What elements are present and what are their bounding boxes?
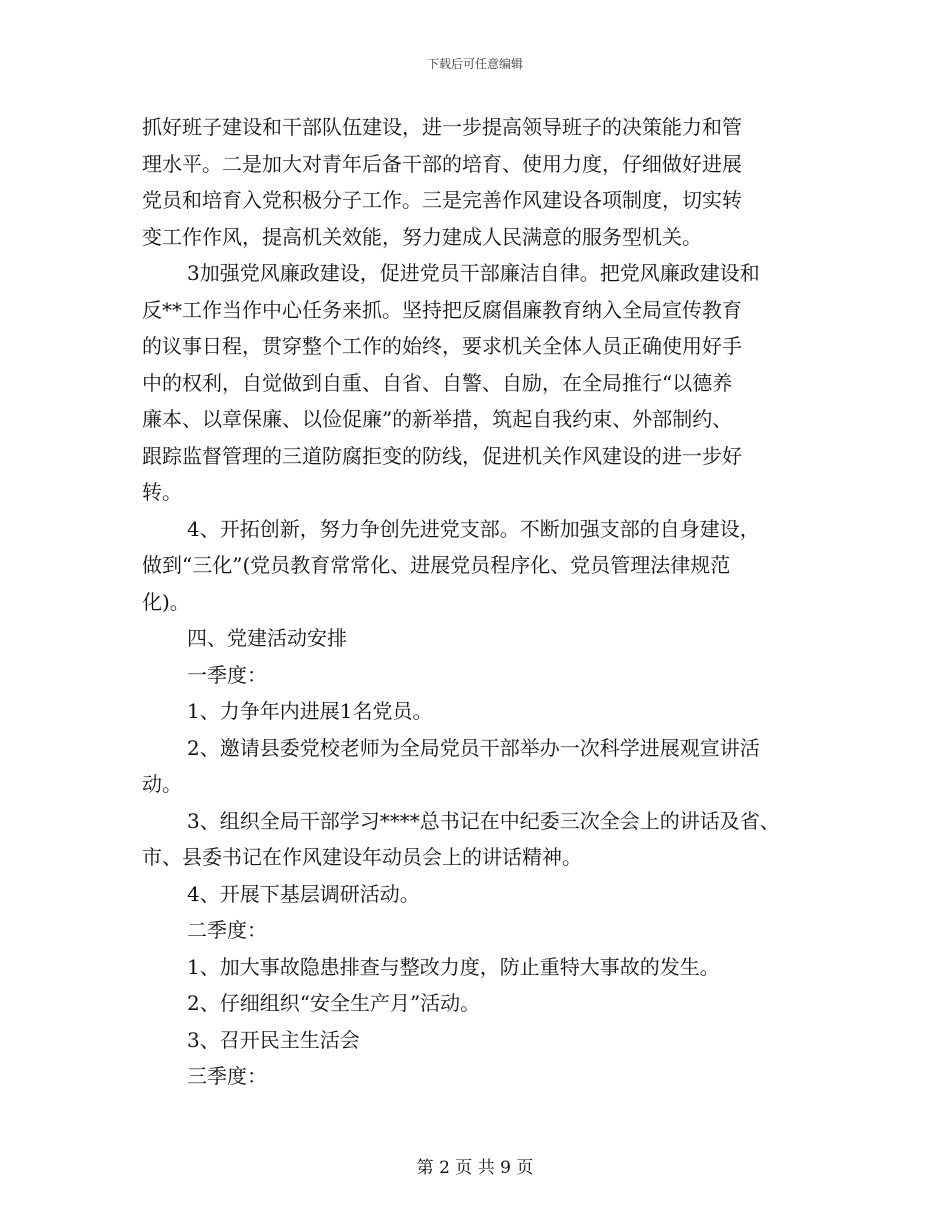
text-line: 二季度： xyxy=(187,918,267,942)
text-line: 动。 xyxy=(142,772,182,796)
text-line: 三季度： xyxy=(187,1064,267,1088)
text-line: 抓好班子建设和干部队伍建设，进一步提高领导班子的决策能力和管 xyxy=(142,115,742,139)
text-line: 4、开展下基层调研活动。 xyxy=(187,881,420,906)
text-line: 1、加大事故隐患排查与整改力度，防止重特大事故的发生。 xyxy=(187,954,720,979)
text-line: 四、党建活动安排 xyxy=(187,626,347,650)
text-line: 一季度： xyxy=(187,662,267,687)
text-line: 反**工作当作中心任务来抓。坚持把反腐倡廉教育纳入全局宣传教育 xyxy=(142,297,742,322)
text-line: 中的权利，自觉做到自重、自省、自警、自励，在全局推行“以德养 xyxy=(142,370,733,395)
text-line: 2、仔细组织“安全生产月”活动。 xyxy=(187,991,481,1015)
text-line: 做到“三化”(党员教育常常化、进展党员程序化、党员管理法律规范 xyxy=(142,553,731,577)
text-line: 2、邀请县委党校老师为全局党员干部举办一次科学进展观宣讲活 xyxy=(187,735,760,760)
text-line: 化)。 xyxy=(142,589,190,614)
document-body xyxy=(142,109,842,1095)
text-line: 的议事日程，贯穿整个工作的始终，要求机关全体人员正确使用好手 xyxy=(142,334,742,358)
text-line: 变工作作风，提高机关效能，努力建成人民满意的服务型机关。 xyxy=(142,224,702,249)
page-header: 下载后可任意编辑 xyxy=(426,57,523,71)
page-footer: 第 2 页 共 9 页 xyxy=(416,1158,534,1178)
text-line: 3、召开民主生活会 xyxy=(187,1027,360,1052)
text-line: 3、组织全局干部学习****总书记在中纪委三次全会上的讲话及省、 xyxy=(187,808,780,833)
text-line: 廉本、以章保廉、以俭促廉”的新举措，筑起自我约束、外部制约、 xyxy=(142,407,733,431)
text-line: 党员和培育入党积极分子工作。三是完善作风建设各项制度，切实转 xyxy=(142,188,742,212)
text-line: 4、开拓创新，努力争创先进党支部。不断加强支部的自身建设， xyxy=(187,516,760,541)
text-line: 1、力争年内进展1名党员。 xyxy=(187,699,433,723)
text-line: 3加强党风廉政建设，促进党员干部廉洁自律。把党风廉政建设和 xyxy=(187,261,760,285)
text-line: 跟踪监督管理的三道防腐拒变的防线，促进机关作风建设的进一步好 xyxy=(142,443,742,468)
text-line: 理水平。二是加大对青年后备干部的培育、使用力度，仔细做好进展 xyxy=(142,151,742,176)
text-line: 转。 xyxy=(142,480,182,504)
text-line: 市、县委书记在作风建设年动员会上的讲话精神。 xyxy=(142,845,582,869)
